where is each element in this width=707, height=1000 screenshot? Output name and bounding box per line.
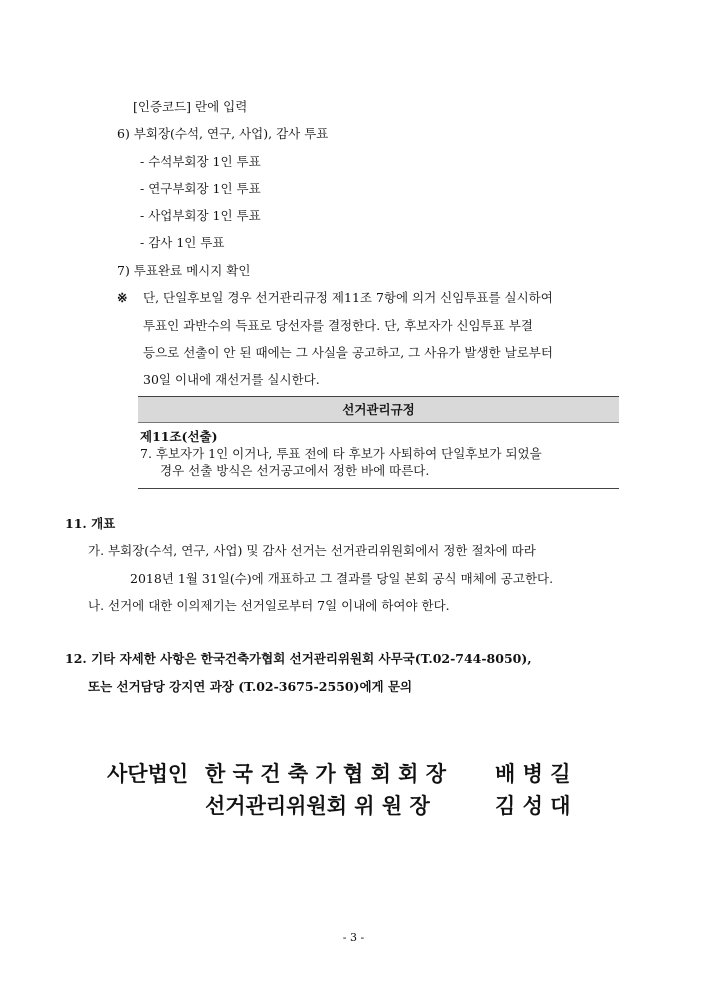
regulation-box bbox=[138, 396, 619, 489]
signature-committee-name: 선거관리위원회 위 원 장 bbox=[205, 793, 430, 818]
section-11-item-a-line-2: 2018년 1월 31일(수)에 개표하고 그 결과를 당일 본회 공식 매체에 공고한다. bbox=[130, 571, 554, 586]
note-mark: ※ bbox=[117, 290, 128, 305]
signature-org-person: 배 병 길 bbox=[495, 761, 571, 786]
regulation-text-line-1: 7. 후보자가 1인 이거나, 투표 전에 타 후보가 사퇴하여 단일후보가 되었을 bbox=[140, 446, 542, 461]
regulation-text-line-2: 경우 선출 방식은 선거공고에서 정한 바에 따른다. bbox=[160, 463, 430, 478]
signature-committee-person: 김 성 대 bbox=[495, 793, 571, 818]
note-line-2: 투표인 과반수의 득표로 당선자를 결정한다. 단, 후보자가 신임투표 부결 bbox=[143, 318, 533, 333]
vote-auditor: - 감사 1인 투표 bbox=[140, 235, 225, 250]
signature-org-prefix: 사단법인 bbox=[107, 761, 189, 786]
note-line-1: 단, 단일후보일 경우 선거관리규정 제11조 7항에 의거 신임투표를 실시하여 bbox=[143, 290, 553, 305]
vote-senior-vice-president: - 수석부회장 1인 투표 bbox=[140, 154, 261, 169]
section-12-line-1: 12. 기타 자세한 사항은 한국건축가협회 선거관리위원회 사무국(T.02-744-8050), bbox=[65, 651, 532, 666]
section-11-item-b: 나. 선거에 대한 이의제기는 선거일로부터 7일 이내에 하여야 한다. bbox=[88, 598, 450, 613]
vote-business-vice-president: - 사업부회장 1인 투표 bbox=[140, 208, 261, 223]
step-7-confirm-message: 7) 투표완료 메시지 확인 bbox=[117, 263, 251, 278]
section-11-title: 11. 개표 bbox=[65, 516, 116, 531]
section-12-line-2: 또는 선거담당 강지연 과장 (T.02-3675-2550)에게 문의 bbox=[88, 679, 413, 694]
regulation-box-header: 선거관리규정 bbox=[138, 397, 619, 423]
step-6-vote-vice-presidents: 6) 부회장(수석, 연구, 사업), 감사 투표 bbox=[117, 126, 329, 141]
regulation-article-title: 제11조(선출) bbox=[140, 429, 218, 444]
section-11-item-a-line-1: 가. 부회장(수석, 연구, 사업) 및 감사 선거는 선거관리위원회에서 정한 절차에 따라 bbox=[88, 543, 536, 558]
note-line-4: 30일 이내에 재선거를 실시한다. bbox=[143, 372, 320, 387]
signature-org-name: 한 국 건 축 가 협 회 회 장 bbox=[205, 761, 447, 786]
vote-research-vice-president: - 연구부회장 1인 투표 bbox=[140, 181, 261, 196]
auth-code-instruction: [인증코드] 란에 입력 bbox=[133, 99, 248, 114]
note-line-3: 등으로 선출이 안 된 때에는 그 사실을 공고하고, 그 사유가 발생한 날로부터 bbox=[143, 345, 553, 360]
page-number: - 3 - bbox=[342, 931, 365, 944]
